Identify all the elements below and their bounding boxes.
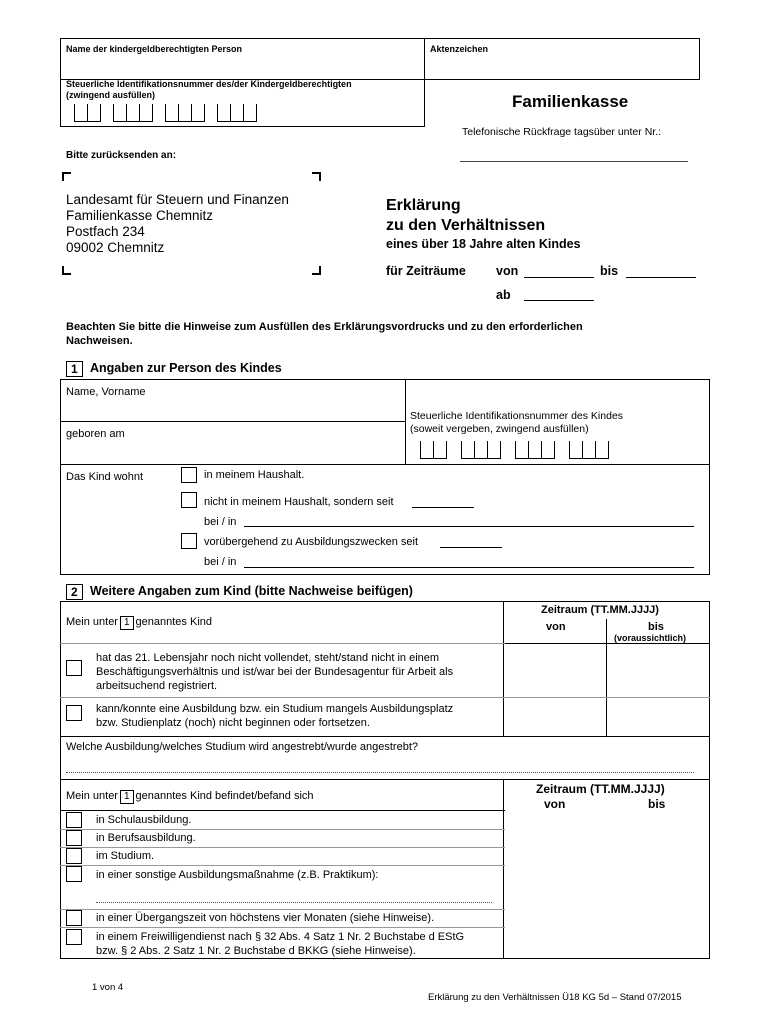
- child-name-label: Name, Vorname: [66, 386, 146, 398]
- bei-in-label-1: bei / in: [204, 516, 237, 528]
- period-col-mid: [606, 619, 607, 736]
- no-training-place-bis-field[interactable]: [609, 700, 707, 734]
- instructions-note: [66, 320, 583, 348]
- no-training-place-option-label: [96, 702, 453, 730]
- not-household-checkbox[interactable]: [181, 492, 197, 508]
- household-checkbox[interactable]: [181, 467, 197, 483]
- volunteer-line2: bzw. § 2 Abs. 2 Satz 1 Nr. 2 Buchstabe d BKKG (siehe Hinweise).: [96, 945, 416, 957]
- study-checkbox[interactable]: [66, 848, 82, 864]
- steuer-id-label: [66, 79, 352, 101]
- section2-title: Weitere Angaben zum Kind (bitte Nachweise beifügen): [90, 584, 413, 598]
- address-line2: Familienkasse Chemnitz: [66, 208, 214, 223]
- steuer-id-label-line2: (zwingend ausfüllen): [66, 90, 155, 100]
- training-question: Welche Ausbildung/welches Studium wird angestrebt/wurde angestrebt?: [66, 741, 418, 753]
- other-training-option-label: in einer sonstige Ausbildungsmaßnahme (z.B. Praktikum):: [96, 869, 379, 881]
- no-training-place-checkbox[interactable]: [66, 705, 82, 721]
- vocational-option-label: in Berufsausbildung.: [96, 832, 196, 844]
- other-training-field[interactable]: [96, 902, 492, 903]
- period-col-left: [503, 601, 504, 736]
- under21-line2: Beschäftigungsverhältnis und ist/war bei der Bundesagentur für Arbeit als: [96, 666, 454, 678]
- section1-number: 1: [66, 361, 83, 377]
- phone-label: Telefonische Rückfrage tagsüber unter Nr.:: [462, 126, 662, 138]
- under21-bis-field[interactable]: [609, 646, 707, 696]
- temporary-checkbox[interactable]: [181, 533, 197, 549]
- steuer-id-box-bottom: [60, 126, 424, 127]
- volunteer-checkbox[interactable]: [66, 929, 82, 945]
- section1-right-edge: [709, 379, 710, 575]
- child-born-label: geboren am: [66, 428, 125, 440]
- vocational-checkbox[interactable]: [66, 830, 82, 846]
- temporary-option-label: vorübergehend zu Ausbildungszwecken seit: [204, 536, 419, 548]
- page-number: 1 von 4: [92, 982, 124, 993]
- phone-field[interactable]: [460, 161, 688, 162]
- instructions-note-line2: Nachweisen.: [66, 335, 133, 347]
- zeitraeume-label: für Zeiträume: [386, 264, 466, 278]
- transition-checkbox[interactable]: [66, 910, 82, 926]
- bei-in-field-2[interactable]: [244, 567, 694, 568]
- mein-unter-text: Mein unter: [66, 616, 118, 628]
- transition-rule: [60, 927, 505, 928]
- section-ref-badge: 1: [120, 616, 134, 630]
- address-line1: Landesamt für Steuern und Finanzen: [66, 192, 289, 207]
- von-label: von: [496, 264, 519, 278]
- digit-group: [74, 104, 101, 122]
- training-answer-field[interactable]: [66, 772, 694, 773]
- von-date-field[interactable]: [524, 277, 594, 278]
- no-training-place-von-field[interactable]: [506, 700, 604, 734]
- child-steuer-id-input[interactable]: [420, 441, 609, 459]
- not-household-option-label: nicht in meinem Haushalt, sondern seit: [204, 496, 394, 508]
- form-title-line1: Erklärung: [386, 197, 461, 214]
- period-voraussichtlich: (voraussichtlich): [614, 633, 687, 643]
- period2-von-header: von: [544, 797, 566, 811]
- header-divider: [424, 38, 425, 80]
- mein-unter-text-2: Mein unter: [66, 790, 118, 802]
- section2-row-rule-3: [60, 736, 710, 737]
- return-label: Bitte zurücksenden an:: [66, 150, 177, 161]
- school-checkbox[interactable]: [66, 812, 82, 828]
- child-steuer-id-label-line2: (soweit vergeben, zwingend ausfüllen): [410, 423, 589, 435]
- volunteer-option-label: [96, 930, 464, 958]
- period2-bis-header: bis: [648, 797, 666, 811]
- under21-option-label: [96, 651, 453, 693]
- digit-group: [515, 441, 555, 459]
- address-block: [66, 192, 289, 256]
- section2-bottom: [60, 958, 710, 959]
- period2-col-left: [503, 779, 504, 959]
- steuer-id-box-left: [60, 80, 61, 127]
- volunteer-line1: in einem Freiwilligendienst nach § 32 Abs. 4 Satz 1 Nr. 2 Buchstabe d EStG: [96, 931, 465, 943]
- section1-title: Angaben zur Person des Kindes: [90, 361, 282, 375]
- child-name-field[interactable]: [62, 400, 402, 420]
- no-training-place-line1: kann/konnte eine Ausbildung bzw. ein Studium mangels Ausbildungsplatz: [96, 703, 454, 715]
- form-subtitle: eines über 18 Jahre alten Kindes: [386, 237, 581, 251]
- steuer-id-box-right: [424, 80, 425, 127]
- period-header-rule: [503, 643, 710, 644]
- aktenzeichen-field[interactable]: [426, 58, 698, 78]
- study-rule: [60, 865, 505, 866]
- name-label: Name der kindergeldberechtigten Person: [66, 44, 243, 54]
- vocational-rule: [60, 847, 505, 848]
- agency-title: Familienkasse: [512, 92, 629, 111]
- section2-row-rule-1: [60, 643, 505, 644]
- form-id: Erklärung zu den Verhältnissen Ü18 KG 5d – Stand 07/2015: [428, 992, 682, 1003]
- digit-group: [217, 104, 257, 122]
- school-rule: [60, 829, 505, 830]
- section1-split: [405, 379, 406, 464]
- steuer-id-label-line1: Steuerliche Identifikationsnummer des/der Kindergeldberechtigten: [66, 79, 352, 89]
- section2-number: 2: [66, 584, 83, 600]
- bis-label: bis: [600, 264, 619, 278]
- digit-group: [569, 441, 609, 459]
- no-training-place-line2: bzw. Studienplatz (noch) nicht beginnen oder fortsetzen.: [96, 717, 370, 729]
- address-corner-bl: [62, 266, 71, 275]
- name-field[interactable]: [62, 58, 422, 78]
- period-header-2: Zeitraum (TT.MM.JJJJ): [536, 782, 665, 796]
- household-option-label: in meinem Haushalt.: [204, 469, 305, 481]
- parent-steuer-id-input[interactable]: [74, 104, 257, 122]
- mein-unter-label: [66, 616, 212, 630]
- bei-in-label-2: bei / in: [204, 556, 237, 568]
- digit-group: [420, 441, 447, 459]
- digit-group: [165, 104, 205, 122]
- child-lives-label: Das Kind wohnt: [66, 471, 144, 483]
- mein-unter-label-2: [66, 790, 314, 804]
- address-corner-tl: [62, 172, 71, 181]
- address-corner-br: [312, 266, 321, 275]
- ab-date-field[interactable]: [524, 300, 594, 301]
- section-ref-badge-2: 1: [120, 790, 134, 804]
- period-von-header: von: [546, 621, 566, 633]
- period-bis-header: bis: [648, 621, 664, 633]
- other-training-rule: [60, 909, 505, 910]
- under21-line1: hat das 21. Lebensjahr noch nicht vollendet, steht/stand nicht in einem: [96, 652, 440, 664]
- section2-top: [60, 601, 710, 602]
- transition-option-label: in einer Übergangszeit von höchstens vier Monaten (siehe Hinweise).: [96, 912, 435, 924]
- instructions-note-line1: Beachten Sie bitte die Hinweise zum Ausfüllen des Erklärungsvordrucks und zu den erforderlichen: [66, 321, 583, 333]
- section2-row-rule-2: [60, 697, 710, 698]
- form-title-line2: zu den Verhältnissen: [386, 217, 546, 234]
- section2-left-edge: [60, 601, 61, 959]
- other-training-checkbox[interactable]: [66, 866, 82, 882]
- form-title: [386, 196, 545, 236]
- section1-rowline: [60, 421, 405, 422]
- digit-group: [113, 104, 153, 122]
- child-steuer-id-label-line1: Steuerliche Identifikationsnummer des Kindes: [410, 410, 624, 422]
- under21-von-field[interactable]: [506, 646, 604, 696]
- child-steuer-id-label: [410, 410, 623, 436]
- address-line3: Postfach 234: [66, 224, 145, 239]
- address-line4: 09002 Chemnitz: [66, 240, 165, 255]
- temporary-since-field[interactable]: [440, 547, 502, 548]
- section2-row-rule-4: [60, 779, 710, 780]
- genanntes-kind-text: genanntes Kind: [135, 616, 212, 628]
- section2-row-rule-5: [60, 810, 505, 811]
- genanntes-kind-befindet-text: genanntes Kind befindet/befand sich: [135, 790, 314, 802]
- not-household-since-field[interactable]: [412, 507, 474, 508]
- ab-label: ab: [496, 288, 511, 302]
- under21-checkbox[interactable]: [66, 660, 82, 676]
- bis-date-field[interactable]: [626, 277, 696, 278]
- bei-in-field-1[interactable]: [244, 526, 694, 527]
- section1-rowline-2: [60, 464, 710, 465]
- section2-right-edge: [709, 601, 710, 959]
- period-header: Zeitraum (TT.MM.JJJJ): [541, 604, 659, 616]
- child-born-field[interactable]: [140, 424, 400, 462]
- digit-group: [461, 441, 501, 459]
- under21-line3: arbeitsuchend registriert.: [96, 680, 218, 692]
- school-option-label: in Schulausbildung.: [96, 814, 192, 826]
- study-option-label: im Studium.: [96, 850, 155, 862]
- address-corner-tr: [312, 172, 321, 181]
- aktenzeichen-label: Aktenzeichen: [430, 44, 489, 54]
